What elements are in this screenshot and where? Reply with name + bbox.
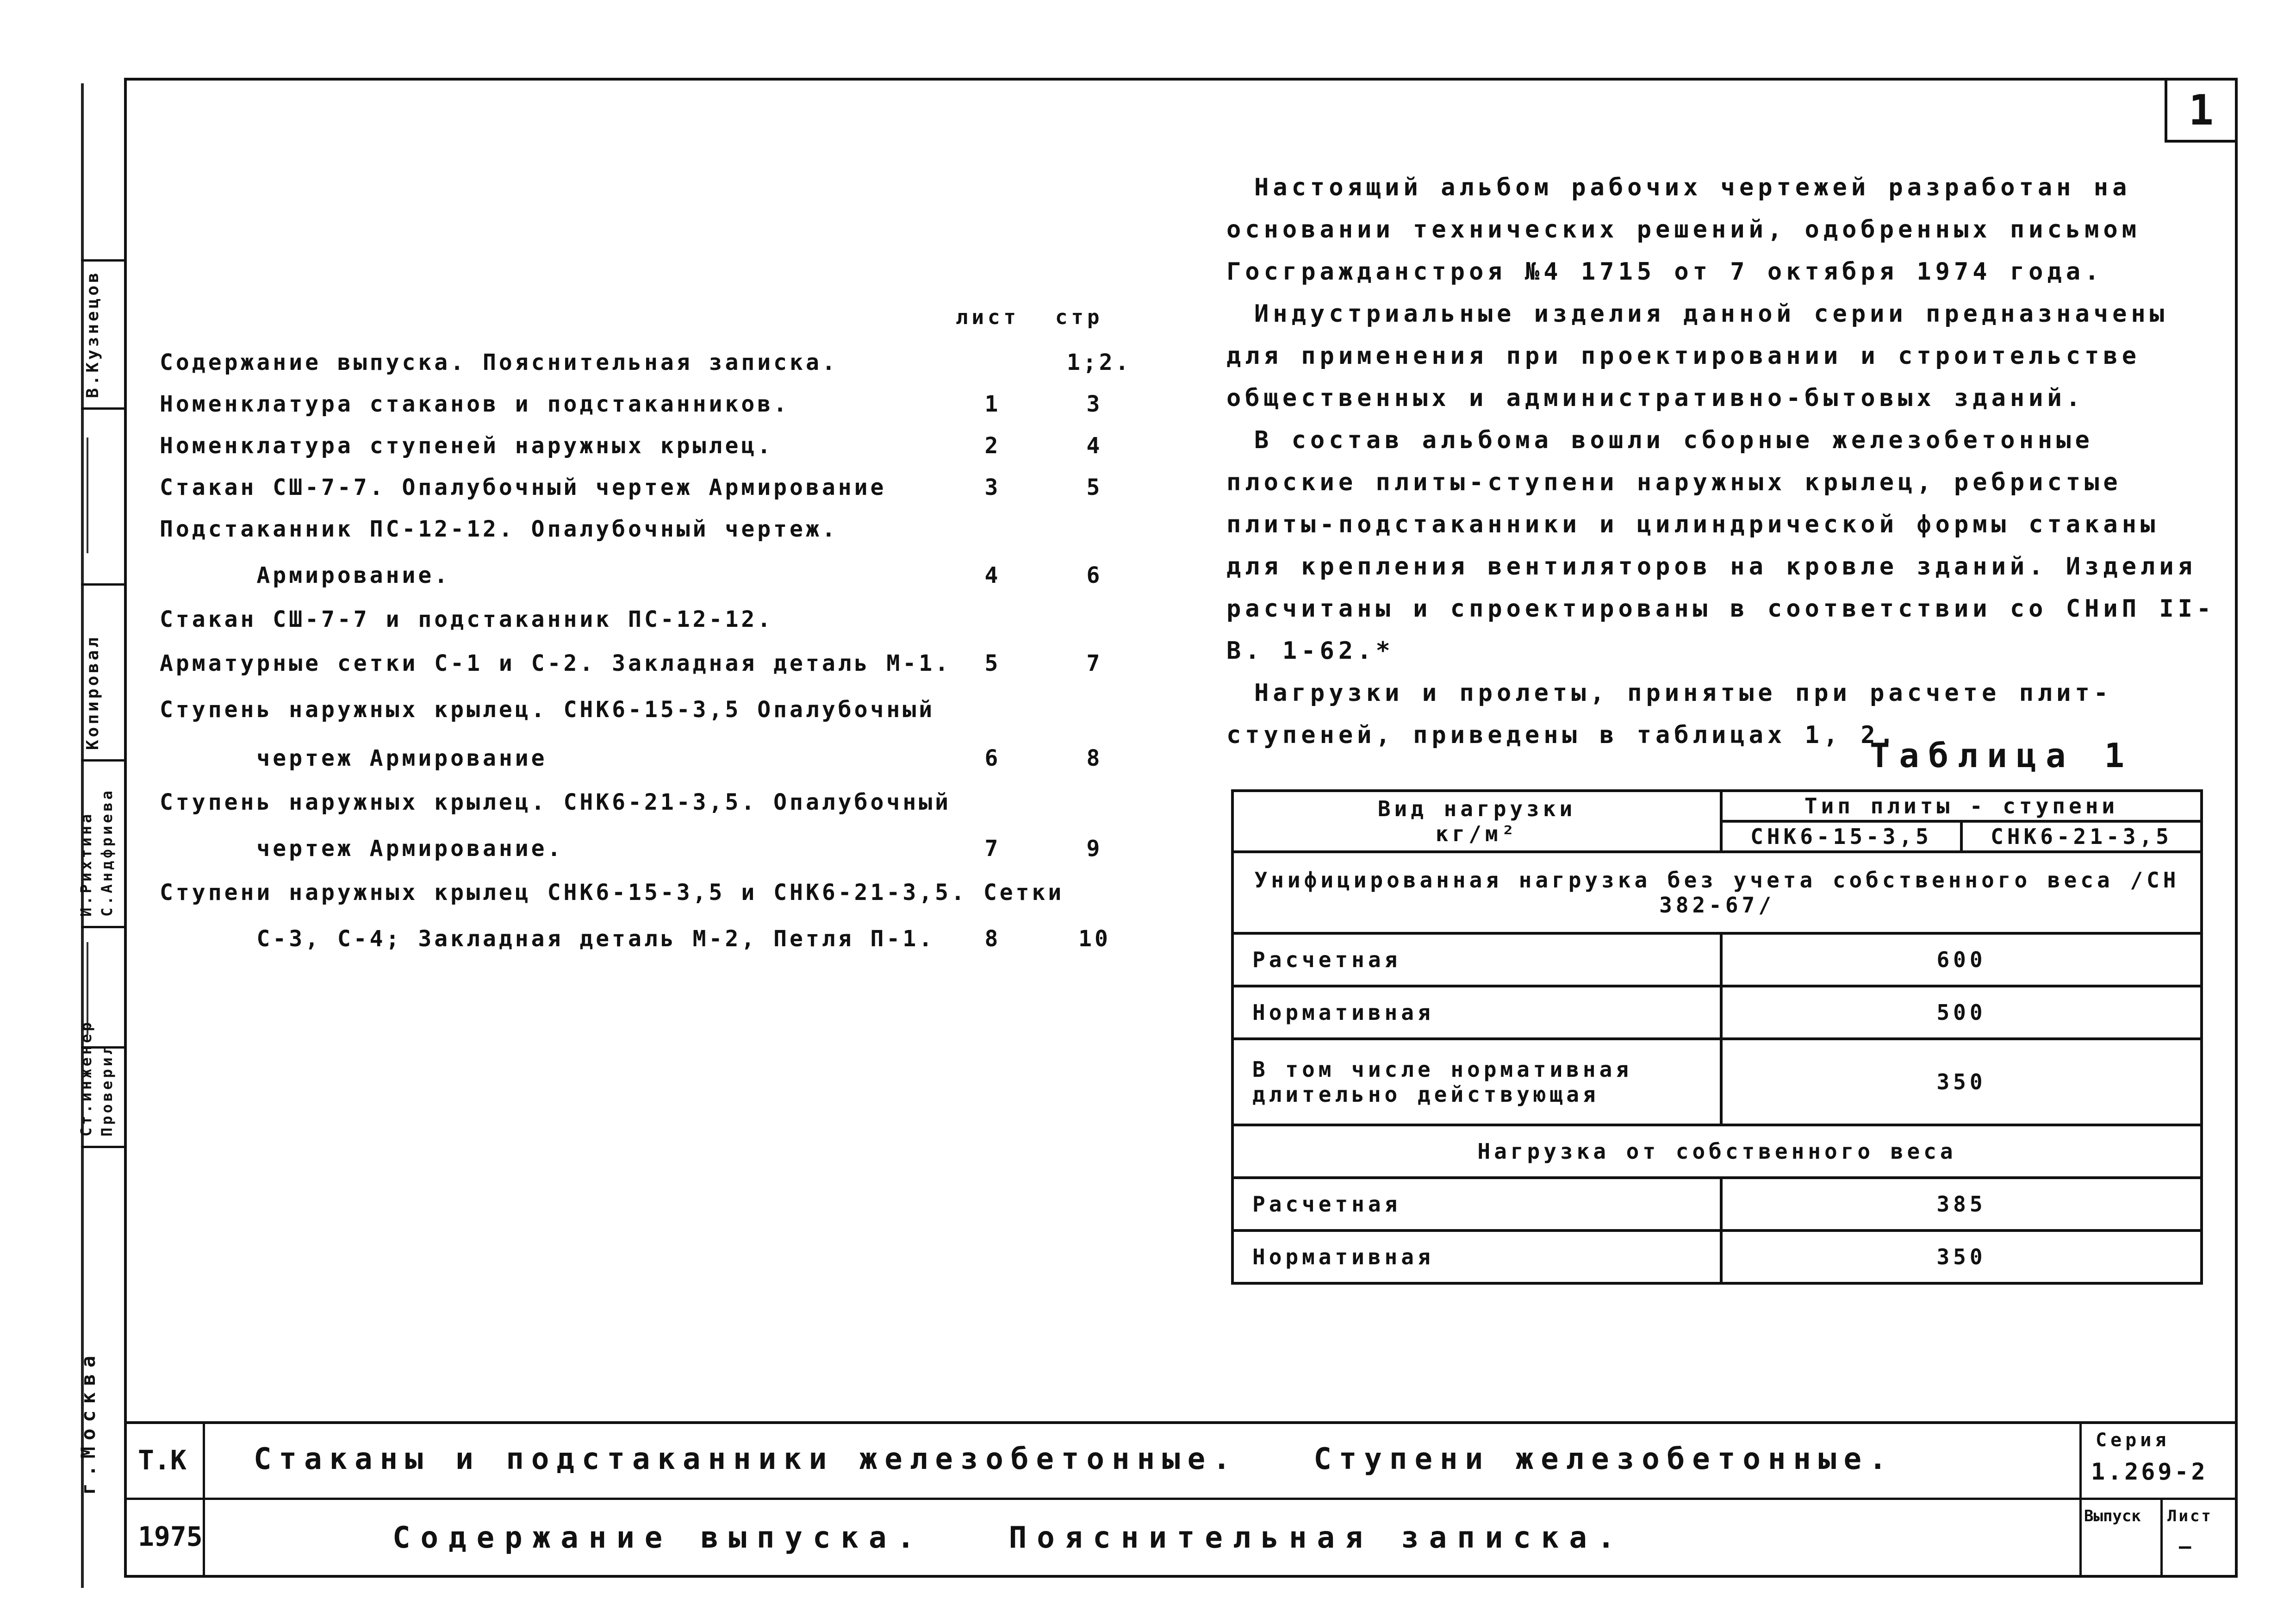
row-title: Номенклатура стаканов и подстаканников. xyxy=(160,391,790,417)
note-paragraph: Нагрузки и пролеты, принятые при расчете плит-ступеней, приведены в таблицах 1, 2. xyxy=(1226,679,2113,749)
table-row xyxy=(1232,1039,2202,1125)
title-block-mid-line xyxy=(124,1498,2238,1500)
row-sheet: 7 xyxy=(984,836,1001,862)
table-header-row xyxy=(1232,791,2202,821)
header-load-kind xyxy=(1232,791,1721,852)
city-label: г.Москва xyxy=(77,1349,100,1495)
row-page: 8 xyxy=(1086,745,1103,771)
title-line-2: Содержание выпуска. Пояснительная записка. xyxy=(392,1521,1625,1555)
section-self-weight: Нагрузка от собственного веса xyxy=(1232,1125,2202,1178)
stamp-name-1: И.Рихтина xyxy=(77,811,95,917)
row-value: 385 xyxy=(1721,1178,2202,1230)
signature-mark xyxy=(87,437,119,553)
row-title: Ступень наружных крылец. СНК6-15-3,5 Опалубочный xyxy=(160,697,935,723)
row-page: 7 xyxy=(1086,650,1103,676)
series-label: Серия xyxy=(2096,1430,2170,1451)
row-sheet: 3 xyxy=(984,475,1001,500)
row-label: Нормативная xyxy=(1232,1230,1721,1283)
row-page: 4 xyxy=(1086,433,1103,459)
explanatory-note xyxy=(1226,167,2221,756)
table-section-row xyxy=(1232,1125,2202,1178)
row-value: 600 xyxy=(1721,933,2202,986)
row-sheet: 5 xyxy=(984,650,1001,676)
stamp-role-checked: Проверил xyxy=(98,1043,116,1137)
row-label: В том числе нормативная длительно действующая xyxy=(1232,1039,1721,1125)
header-load-unit: кг/м² xyxy=(1435,821,1518,846)
header-load-kind-text: Вид нагрузки xyxy=(1377,796,1576,821)
stamp-cell-copied xyxy=(81,583,124,759)
row-title: Содержание выпуска. Пояснительная записка. xyxy=(160,350,838,375)
row-title: Армирование. xyxy=(160,562,451,588)
side-stamp-column xyxy=(77,259,124,1148)
note-paragraph: В состав альбома вошли сборные железобетонные плоские плиты-ступени наружных крылец, ребристые плиты-подстаканники и цилиндрической формы стаканы для крепления вентиляторов на кровле зданий. Изделия расчитаны и спроектированы в соответствии со СНиП II-В. 1-62.* xyxy=(1226,426,2215,665)
table-row xyxy=(1232,1178,2202,1230)
row-page: 5 xyxy=(1086,475,1103,500)
table-row xyxy=(1232,1230,2202,1283)
row-title: чертеж Армирование xyxy=(160,745,548,771)
header-type-a: СНК6-15-3,5 xyxy=(1721,821,1961,852)
row-page: 1;2. xyxy=(1067,350,1132,375)
row-label: Расчетная xyxy=(1232,933,1721,986)
header-sheet: лист xyxy=(956,306,1020,329)
stamp-name-kuznetsov: В.Кузнецов xyxy=(83,270,102,398)
header-page: стр xyxy=(1055,306,1103,329)
row-sheet: 1 xyxy=(984,391,1001,417)
header-type-b: СНК6-21-3,5 xyxy=(1961,821,2202,852)
sheet-label: Лист xyxy=(2167,1507,2213,1525)
row-sheet: 4 xyxy=(984,562,1001,588)
table-row xyxy=(1232,986,2202,1039)
table-row xyxy=(1232,933,2202,986)
stamp-cell-names xyxy=(77,759,124,926)
row-title: Ступень наружных крылец. СНК6-21-3,5. Опалубочный xyxy=(160,789,952,815)
row-page: 9 xyxy=(1086,836,1103,862)
row-title: Ступени наружных крылец СНК6-15-3,5 и СНК6-21-3,5. Сетки xyxy=(160,880,1064,906)
table1-title: Таблица 1 xyxy=(1870,736,2134,775)
row-title: Арматурные сетки С-1 и С-2. Закладная деталь М-1. xyxy=(160,650,952,676)
row-label: Расчетная xyxy=(1232,1178,1721,1230)
row-sheet: 2 xyxy=(984,433,1001,459)
org-code: Т.К xyxy=(138,1444,187,1476)
load-table xyxy=(1231,789,2203,1285)
title-block-divider-small xyxy=(2160,1498,2163,1578)
row-page: 6 xyxy=(1086,562,1103,588)
row-value: 350 xyxy=(1721,1230,2202,1283)
row-title: Номенклатура ступеней наружных крылец. xyxy=(160,433,774,459)
issue-label: Выпуск xyxy=(2084,1507,2141,1525)
row-label: Нормативная xyxy=(1232,986,1721,1039)
title-block xyxy=(124,1421,2238,1578)
row-sheet: 8 xyxy=(984,926,1001,952)
row-sheet: 6 xyxy=(984,745,1001,771)
title-block-top-line xyxy=(124,1421,2238,1424)
series-value: 1.269-2 xyxy=(2091,1458,2208,1485)
header-type: Тип плиты - ступени xyxy=(1721,791,2202,821)
stamp-cell-signature xyxy=(81,407,124,583)
sheet-number: 1 xyxy=(2165,78,2238,143)
section-unified-load: Унифицированная нагрузка без учета собственного веса /СН 382-67/ xyxy=(1232,852,2202,933)
stamp-cell-kuznetsov xyxy=(81,259,124,407)
row-title: Подстаканник ПС-12-12. Опалубочный чертеж. xyxy=(160,516,838,542)
row-value: 500 xyxy=(1721,986,2202,1039)
row-title: С-3, С-4; Закладная деталь М-2, Петля П-1. xyxy=(160,926,935,952)
title-block-divider xyxy=(203,1421,205,1578)
table-section-row xyxy=(1232,852,2202,933)
note-paragraph: Индустриальные изделия данной серии предназначены для применения при проектировании и строительстве общественных и административно-бытовых зданий. xyxy=(1226,300,2169,412)
row-page: 3 xyxy=(1086,391,1103,417)
stamp-name-2: С.Андфриева xyxy=(98,788,116,917)
title-block-divider-right xyxy=(2079,1421,2082,1578)
stamp-role-engineer: Ст.инженер xyxy=(77,1019,95,1137)
row-title: Стакан СШ-7-7 и подстаканник ПС-12-12. xyxy=(160,606,774,632)
note-paragraph: Настоящий альбом рабочих чертежей разработан на основании технических решений, одобренных письмом Госгражданстроя №4 1715 от 7 октября 1974 года. xyxy=(1226,174,2141,286)
year: 1975 xyxy=(138,1521,203,1552)
row-page: 10 xyxy=(1078,926,1111,952)
sheet-value: — xyxy=(2179,1535,2191,1558)
row-value: 350 xyxy=(1721,1039,2202,1125)
stamp-copied: Копировал xyxy=(83,634,102,750)
stamp-cell-roles xyxy=(77,1019,124,1148)
row-title: Стакан СШ-7-7. Опалубочный чертеж Армирование xyxy=(160,475,887,500)
row-title: чертеж Армирование. xyxy=(160,836,564,862)
title-line-1: Стаканы и подстаканники железобетонные. Ступени железобетонные. xyxy=(254,1442,1894,1476)
